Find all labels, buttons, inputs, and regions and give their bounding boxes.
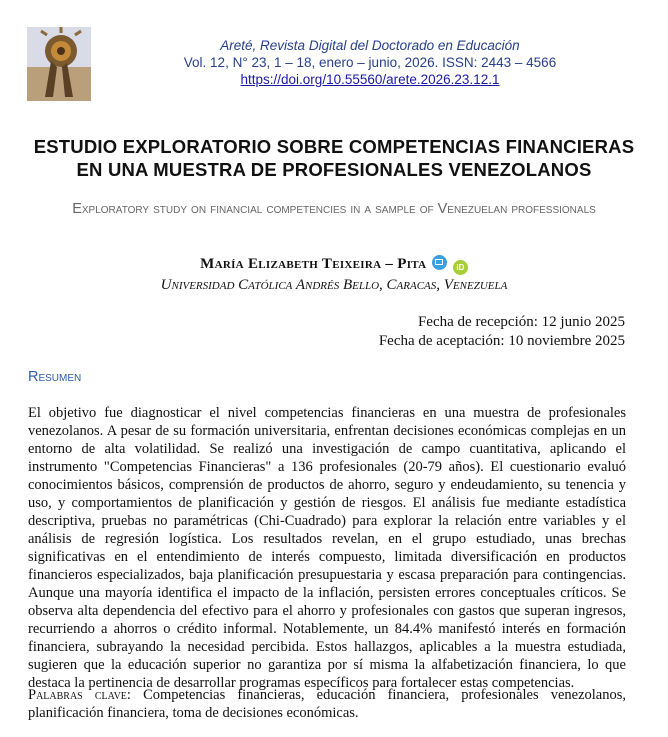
doi-link[interactable]: https://doi.org/10.55560/arete.2026.23.12.1 <box>240 72 500 87</box>
publication-dates <box>379 313 625 351</box>
accepted-date: Fecha de aceptación: 10 noviembre 2025 <box>378 333 625 349</box>
author-name: María Elizabeth Teixeira – Pita <box>200 256 427 272</box>
paper-title-line-1: ESTUDIO EXPLORATORIO SOBRE COMPETENCIAS FINANCIERAS <box>33 136 635 157</box>
email-icon[interactable] <box>432 255 447 270</box>
paper-title-line-2: EN UNA MUESTRA DE PROFESIONALES VENEZOLANOS <box>76 159 592 180</box>
keywords-label: Palabras clave: <box>28 687 131 703</box>
author-affiliation: Universidad Católica Andrés Bello, Caracas, Venezuela <box>160 277 508 293</box>
journal-name: Areté, Revista Digital del Doctorado en Educación <box>220 38 520 53</box>
orcid-icon[interactable]: iD <box>453 260 468 275</box>
paper-title <box>20 135 648 181</box>
keywords <box>28 686 626 722</box>
author-line <box>20 255 648 275</box>
paper-subtitle: Exploratory study on financial competencies in a sample of Venezuelan professionals <box>72 201 596 217</box>
abstract-heading: Resumen <box>28 369 82 385</box>
abstract-body: El objetivo fue diagnosticar el nivel competencias financieras en una muestra de profesionales venezolanos. A pesar de su formación universitaria, enfrentan decisiones económicas complejas en un entorno de alta volatilidad. Se realizó una investigación de campo cuantitativa, aplicando el instrumento "Competencias Financieras" a 136 profesionales (20-79 años). El cuestionario evaluó conocimientos básicos, comprensión de productos de ahorro, seguro y endeudamiento, su tenencia y uso, y comportamientos de planificación y gestión de riesgos. El análisis fue mediante estadística descriptiva, pruebas no paramétricas (Chi-Cuadrado) para explorar la relación entre variables y el análisis de regresión logística. Los resultados revelan, en el grupo estudiado, unas brechas significativas en el entendimiento de interés compuesto, limitada diversificación en productos financieros especializados, baja planificación presupuestaria y escasa preparación para contingencias. Aunque una mayoría identifica el impacto de la inflación, persisten errores conceptuales críticos. Se observa alta dependencia del efectivo para el ahorro y profesionales con gastos que superan ingresos, recurriendo a ahorros o crédito informal. Notablemente, un 84.4% manifestó interés en formación financiera, subrayando la necesidad percibida. Estos hallazgos, aplicables a la muestra estudiada, sugieren que la educación superior no garantiza por sí misma la alfabetización financiera, lo que destaca la pertinencia de desarrollar programas específicos para fortalecer estas competencias. <box>28 405 626 691</box>
journal-issue: Vol. 12, N° 23, 1 – 18, enero – junio, 2026. ISSN: 2443 – 4566 <box>183 55 557 70</box>
received-date: Fecha de recepción: 12 junio 2025 <box>417 314 625 330</box>
journal-logo <box>27 27 91 101</box>
journal-header <box>140 37 600 88</box>
keywords-text: Competencias financieras, educación financiera, profesionales venezolanos, planificación financiera, toma de decisiones económicas. <box>28 687 626 721</box>
